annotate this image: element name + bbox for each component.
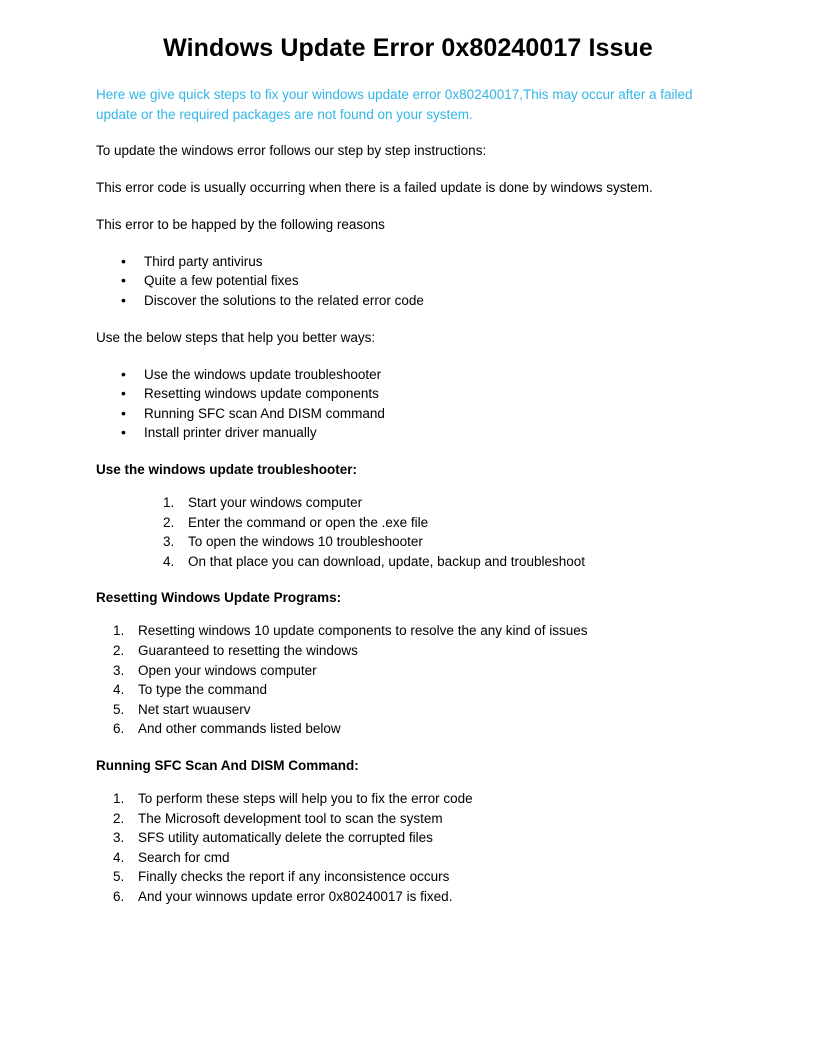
resetting-steps-list (96, 622, 720, 739)
section-heading-troubleshooter: Use the windows update troubleshooter: (96, 462, 358, 478)
list-item: SFS utility automatically delete the corrupted files (138, 830, 433, 846)
list-item: Resetting windows 10 update components to resolve the any kind of issues (138, 623, 588, 639)
lead-paragraph: Here we give quick steps to fix your windows update error 0x80240017,This may occur after a failed update or the required packages are not found on your system. (96, 87, 693, 122)
list-item: • Running SFC scan And DISM command (96, 405, 720, 424)
list-item: Search for cmd (138, 849, 230, 865)
list-item: And other commands listed below (138, 721, 341, 737)
list-item: • Third party antivirus (96, 253, 720, 272)
list-item: • Install printer driver manually (96, 424, 720, 443)
troubleshooter-steps-list (96, 494, 720, 572)
list-item: On that place you can download, update, backup and troubleshoot (188, 553, 586, 569)
list-item: Enter the command or open the .exe file (188, 514, 429, 530)
reasons-list (96, 253, 720, 311)
list-item: Open your windows computer (138, 662, 317, 678)
list-item: To perform these steps will help you to fix the error code (138, 790, 473, 806)
list-item: Start your windows computer (188, 494, 363, 510)
section-heading-resetting: Resetting Windows Update Programs: (96, 590, 342, 606)
list-item: The Microsoft development tool to scan the system (138, 810, 443, 826)
list-item: • Use the windows update troubleshooter (96, 366, 720, 385)
list-item: Finally checks the report if any inconsistence occurs (138, 869, 450, 885)
sfc-dism-steps-list (96, 790, 720, 907)
list-item: Guaranteed to resetting the windows (138, 642, 358, 658)
list-item: Net start wuauserv (138, 701, 251, 717)
intro-paragraph-1: To update the windows error follows our step by step instructions: (96, 143, 487, 159)
list-item: • Quite a few potential fixes (96, 272, 720, 291)
list-item: • Discover the solutions to the related error code (96, 292, 720, 311)
list-item: • Resetting windows update components (96, 385, 720, 404)
page-title: Windows Update Error 0x80240017 Issue (163, 34, 653, 62)
list-item: To type the command (138, 682, 268, 698)
section-heading-sfc-dism: Running SFC Scan And DISM Command: (96, 758, 359, 774)
intro-paragraph-3: This error to be happed by the following reasons (96, 216, 385, 232)
list-item: To open the windows 10 troubleshooter (188, 534, 423, 550)
intro-paragraph-4: Use the below steps that help you better ways: (96, 329, 376, 345)
steps-overview-list (96, 366, 720, 444)
intro-paragraph-2: This error code is usually occurring when there is a failed update is done by windows system. (96, 180, 653, 196)
list-item: And your winnows update error 0x80240017 is fixed. (138, 889, 453, 905)
